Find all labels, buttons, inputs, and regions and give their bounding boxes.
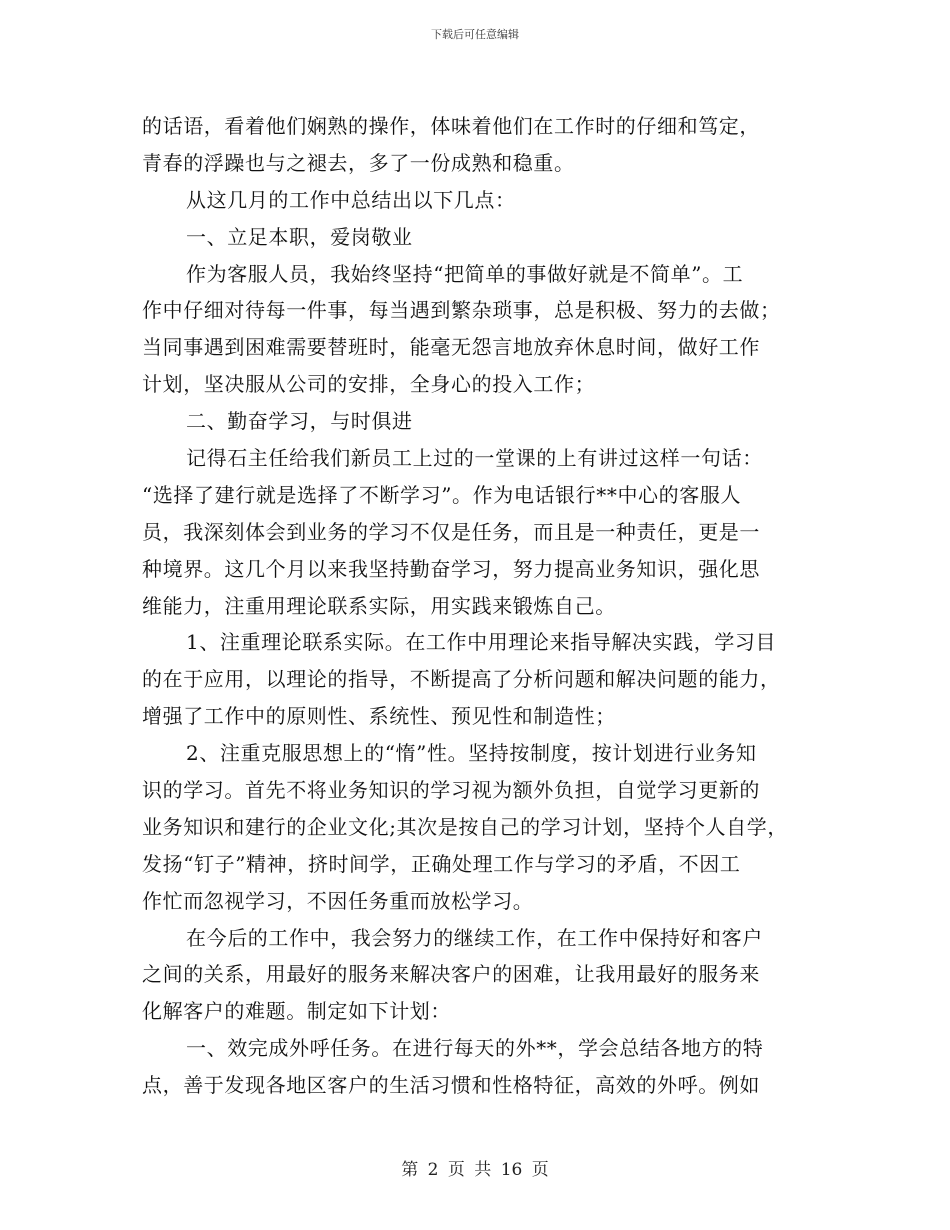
text-line: 记得石主任给我们新员工上过的一堂课的上有讲过这样一句话： bbox=[186, 446, 763, 471]
text-line: 作中仔细对待每一件事，每当遇到繁杂琐事，总是积极、努力的去做； bbox=[142, 298, 781, 323]
text-line: 作忙而忽视学习，不因任务重而放松学习。 bbox=[142, 888, 534, 913]
text-line: 一、立足本职，爱岗敬业 bbox=[186, 224, 413, 249]
text-line: 员，我深刻体会到业务的学习不仅是任务，而且是一种责任，更是一 bbox=[142, 519, 760, 544]
text-line: 作为客服人员，我始终坚持“把简单的事做好就是不简单”。工 bbox=[186, 261, 744, 286]
text-line: 2、注重克服思想上的“惰”性。坚持按制度，按计划进行业务知 bbox=[186, 741, 757, 766]
text-line: 发扬“钉子”精神，挤时间学，正确处理工作与学习的矛盾，不因工 bbox=[142, 851, 741, 876]
text-line: 化解客户的难题。制定如下计划： bbox=[142, 999, 451, 1024]
body-text bbox=[142, 108, 812, 1104]
text-line: 识的学习。首先不将业务知识的学习视为额外负担，自觉学习更新的 bbox=[142, 778, 760, 803]
text-line: 的话语，看着他们娴熟的操作，体味着他们在工作时的仔细和笃定， bbox=[142, 114, 760, 138]
page-footer: 第 2 页 共 16 页 bbox=[401, 1160, 549, 1180]
text-line: 在今后的工作中，我会努力的继续工作，在工作中保持好和客户 bbox=[186, 925, 763, 950]
text-line: 的在于应用，以理论的指导，不断提高了分析问题和解决问题的能力， bbox=[142, 667, 781, 692]
text-line: 一、效完成外呼任务。在进行每天的外**，学会总结各地方的特 bbox=[186, 1036, 764, 1061]
text-line: 业务知识和建行的企业文化;其次是按自己的学习计划，坚持个人自学， bbox=[142, 814, 788, 839]
text-line: 1、注重理论联系实际。在工作中用理论来指导解决实践，学习目 bbox=[186, 630, 777, 655]
text-line: 维能力，注重用理论联系实际，用实践来锻炼自己。 bbox=[142, 593, 616, 618]
text-line: 点，善于发现各地区客户的生活习惯和性格特征，高效的外呼。例如 bbox=[142, 1073, 760, 1098]
page-header: 下载后可任意编辑 bbox=[431, 28, 519, 41]
text-line: 计划，坚决服从公司的安排，全身心的投入工作； bbox=[142, 372, 596, 397]
text-line: 当同事遇到困难需要替班时，能毫无怨言地放弃休息时间，做好工作 bbox=[142, 335, 760, 360]
text-line: 二、勤奋学习，与时俱进 bbox=[186, 409, 413, 434]
text-line: “选择了建行就是选择了不断学习”。作为电话银行**中心的客服人 bbox=[142, 482, 742, 507]
text-line: 青春的浮躁也与之褪去，多了一份成熟和稳重。 bbox=[142, 150, 575, 175]
text-line: 从这几月的工作中总结出以下几点： bbox=[186, 187, 516, 212]
text-line: 增强了工作中的原则性、系统性、预见性和制造性； bbox=[142, 704, 616, 729]
text-line: 种境界。这几个月以来我坚持勤奋学习，努力提高业务知识，强化思 bbox=[142, 556, 760, 581]
text-line: 之间的关系，用最好的服务来解决客户的困难，让我用最好的服务来 bbox=[142, 962, 760, 987]
